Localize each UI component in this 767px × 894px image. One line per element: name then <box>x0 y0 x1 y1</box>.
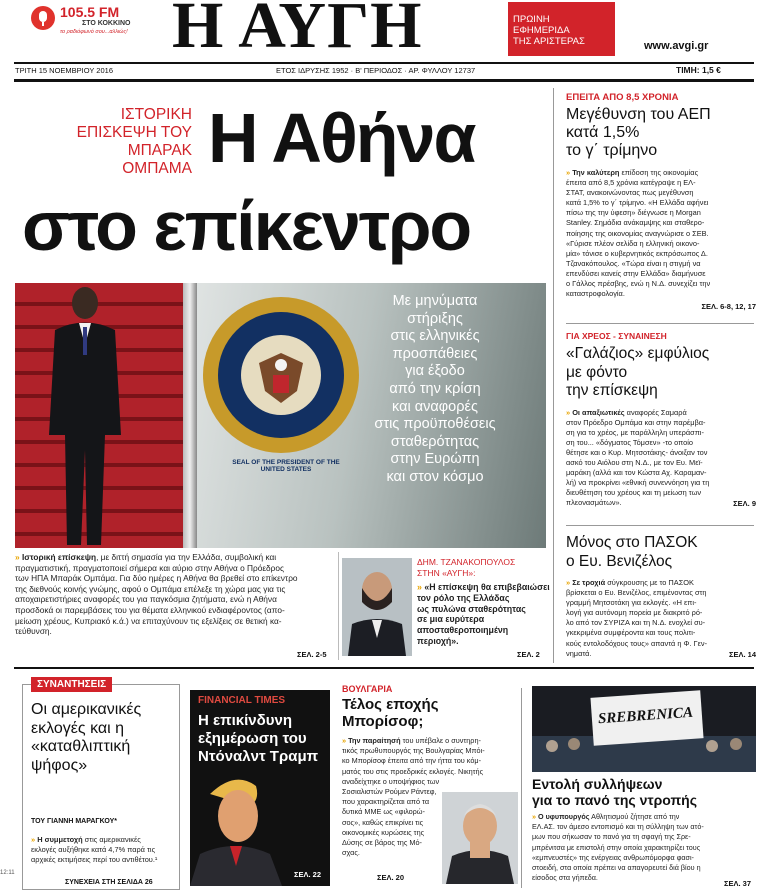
stair-rail <box>183 283 197 548</box>
bullet-icon: » <box>15 552 20 562</box>
quote-text: » «Η επίσκεψη θα επιβεβαιώσει τον ρόλο της Ελλάδας ως πυλώνα σταθερότητας σε μια ευρύτερα αποσταθεροποιημένη περιοχή». <box>417 582 550 646</box>
lead-kicker: ΙΣΤΟΡΙΚΗ ΕΠΙΣΚΕΨΗ ΤΟΥ ΜΠΑΡΑΚ ΟΜΠΑΜΑ <box>76 106 192 177</box>
quote-kicker: ΔΗΜ. ΤΖΑΝΑΚΟΠΟΥΛΟΣ ΣΤΗΝ «ΑΥΓΗ»: <box>417 557 516 578</box>
sidebar-kicker: ΓΙΑ ΧΡΕΟΣ - ΣΥΝΑΙΝΕΣΗ <box>566 331 667 341</box>
website-link[interactable]: www.avgi.gr <box>644 40 709 52</box>
bullet-icon: » <box>566 407 571 417</box>
sidebar-headline: Μόνος στο ΠΑΣΟΚ ο Ευ. Βενιζέλος <box>566 534 698 570</box>
bottom-body: » Ο υφυπουργός Αθλητισμού ζήτησε από την ΕΛ.ΑΣ. τον άμεσο εντοπισμό και τη σύλληψη των ατό- μων που σήκωσαν το πανό για τη σφαγή της Σρε- μπρένιτσα με επιστολή στην οποία χαρακτηρίζει τους «εμπνευστές» της ενέργειας ανθρωπόμορφα φασι- στοειδή, στα οποία πρέπει να απαγορευτεί διά βίου η είσοδος στα γήπεδα. <box>532 812 704 883</box>
bottom-story-trump <box>190 690 330 886</box>
sidebar-headline: «Γαλάζιος» εμφύλιος με φόντο την επίσκεψη <box>566 345 710 399</box>
tagline-line: ΕΦΗΜΕΡΙΔΑ <box>513 25 570 36</box>
continuation-ref[interactable]: ΣΥΝΕΧΕΙΑ ΣΤΗ ΣΕΛΙΔΑ 26 <box>65 879 153 886</box>
page-corner-stamp: 12:11 <box>0 870 15 876</box>
sidebar-page-ref[interactable]: ΣΕΛ. 6-8, 12, 17 <box>701 302 756 312</box>
section-label: ΣΥΝΑΝΤΗΣΕΙΣ <box>31 677 112 692</box>
lead-body: » Ιστορική επίσκεψη, με διττή σημασία για την Ελλάδα, συμβολική και πραγματιστική, πραγματοποιεί σήμερα και αύριο στην Αθήνα ο Πρόεδρος των ΗΠΑ Μπαράκ Ομπάμα. Για δύο ημέρες η Αθήνα θα βρεθεί στο επίκεντρο της διεθνούς κοινής γνώμης, αφού ο Ομπάμα επέλεξε τη χώρα μας για τις αποχαιρετιστήριες αναφορές του για παγκόσμια ζητήματα, ενώ η Αθήνα προσδοκά οι παρεμβάσεις του για θέματα ελληνικού ενδιαφέροντος (απο- μείωση χρέους, Κυπριακό κ.ά.) να επιταχύνουν τις εξελίξεις σε θετική κα- τεύθυνση. <box>15 552 298 637</box>
bottom-rule <box>14 667 754 669</box>
bottom-story-elections <box>22 679 180 890</box>
quote-divider <box>338 552 339 660</box>
dateline-rule <box>14 79 754 82</box>
byline: ΤΟΥ ΓΙΑΝΝΗ ΜΑΡΑΓΚΟΥ* <box>31 818 118 825</box>
lead-headline-1: Η Αθήνα <box>208 99 475 177</box>
bottom-page-ref[interactable]: ΣΕΛ. 20 <box>377 873 405 882</box>
tagline-line: ΠΡΩΙΝΗ <box>513 14 550 25</box>
radio-name: 105.5 FM <box>60 4 120 20</box>
bullet-icon: » <box>532 812 536 821</box>
bottom-headline: Οι αμερικανικές εκλογές και η «καταθλιπτική ψήφος» <box>31 701 142 774</box>
price: ΤΙΜΗ: 1,5 € <box>676 65 721 75</box>
sidebar-body: » Σε τροχιά σύγκρουσης με το ΠΑΣΟΚ βρίσκεται ο Ευ. Βενιζέλος, επιμένοντας στη γραμμή Μητσοτάκη για εκλογές. «Η επι- λογή για αυτόνομη πορεία με διακριτό ρό- λο από τον ΣΥΡΙΖΑ και τη Ν.Δ. ενοχλεί συ- γκεκριμένα συμφέροντα και τους πολιτι- κούς εντολοδόχους τους» απαντά η Φ. Γεν- νηματά. <box>566 578 708 658</box>
masthead-tagline-box <box>508 2 615 56</box>
bullet-icon: » <box>342 736 347 745</box>
bullet-icon: » <box>31 835 36 844</box>
sidebar-divider <box>553 88 554 663</box>
sidebar-story-gdp <box>566 92 756 311</box>
bottom-body: » Την παραίτησή του υπέβαλε ο συντηρη- τικός πρωθυπουργός της Βουλγαρίας Μπόι- κο Μπορίσοφ έπειτα από την ήττα του κόμ- ματός του στις προεδρικές εκλογές. Νικητής αναδείχτηκε ο υποψήφιος των Σοσιαλιστών Ρούμεν Ράντεφ, που χαρακτηρίζεται από τα δυτικά ΜΜΕ ως «φιλορώ- σος», καθώς επικρίνει τις οικονομικές κυρώσεις της Δύσης σε βάρος της Μό- σχας. <box>342 736 485 858</box>
obama-figure-icon <box>35 285 135 547</box>
radio-logo-icon <box>30 5 56 31</box>
bottom-story-bulgaria <box>342 684 517 890</box>
trump-photo-icon <box>190 770 330 886</box>
masthead-title: Η ΑΥΓΗ <box>172 0 423 62</box>
issue-info: ΕΤΟΣ ΙΔΡΥΣΗΣ 1952 · Β' ΠΕΡΙΟΔΟΣ · ΑΡ. ΦΥΛΛΟΥ 12737 <box>276 66 476 75</box>
bottom-headline: Η επικίνδυνη εξημέρωση του Ντόναλντ Τραμπ <box>198 712 319 765</box>
quote-page-ref[interactable]: ΣΕΛ. 2 <box>517 650 540 659</box>
masthead-rule <box>14 62 754 64</box>
stadium-photo-icon <box>532 686 756 772</box>
bottom-kicker: ΒΟΥΛΓΑΡΙΑ <box>342 684 393 694</box>
bottom-body: » Η συμμετοχή στις αμερικανικές εκλογές αυξήθηκε κατά 4,7% παρά τις αρχικές εκτιμήσεις περί του αντιθέτου.¹ <box>31 835 158 864</box>
banner-text: SREBRENICA <box>597 704 694 728</box>
bottom-headline: Τέλος εποχής Μπορίσοφ; <box>342 696 439 730</box>
bottom-story-srebrenica <box>532 686 756 890</box>
tagline-line: ΤΗΣ ΑΡΙΣΤΕΡΑΣ <box>513 36 585 47</box>
bottom-divider <box>521 688 522 888</box>
bullet-icon: » <box>566 578 571 587</box>
borisov-photo-icon <box>442 792 518 884</box>
seal-text: SEAL OF THE PRESIDENT OF THE UNITED STATES <box>232 459 340 473</box>
sidebar-body: » Την καλύτερη επίδοση της οικονομίας έπειτα από 8,5 χρόνια κατέγραψε η ΕΛ- ΣΤΑΤ, ανακοινώνοντας πως μεγέθυνση κατά 1,5% το γ΄ τρίμηνο. «Η Ελλάδα αφήνει πίσω της την ύφεση» διέγνωσε η Morgan Stanley. Σημάδια ανάκαμψης και σταθερο- ποίησης της οικονομίας αναγνώρισε ο ΣΕΒ. «Γύρισε πλέον σελίδα η ελληνική οικονο- μία» τόνισε ο κυβερνητικός εκπρόσωπος Δ. Τζανακόπουλος. «Τώρα είναι η στιγμή να επενδύσει κανείς στην Ελλάδα» διαμήνυσε ο Γάλλος πρέσβης, ενώ η Ν.Δ. συνεχίζει την καταστροφολογία. <box>566 168 711 299</box>
radio-tagline: το ραδιόφωνό σου...αλλιώς! <box>60 29 128 35</box>
photo-caption-overlay: Με μηνύματα στήριξης στις ελληνικές προσπάθειες για έξοδο από την κρίση και αναφορές στις προϋποθέσεις σταθερότητας στην Ευρώπη και στον κόσμο <box>374 293 496 485</box>
issue-date: ΤΡΙΤΗ 15 ΝΟΕΜΒΡΙΟΥ 2016 <box>15 66 113 75</box>
sidebar-rule-2 <box>566 525 754 526</box>
sidebar-body: » Οι απαξιωτικές αναφορές Σαμαρά στον Πρόεδρο Ομπάμα και στην παρέμβα- ση για το χρέος, με παράλληλη υπεράσπι- ση του... «δόγματος Τόμσεν» -το οποίο θέτησε και ο Κυρ. Μητσοτάκης- άνοιξαν τον ασκό του Αιόλου στη Ν.Δ., με τον Ευ. Μεϊ- μαράκη (αλλά και τον Κώστα Αχ. Καραμαν- λή) να προκρίνει «εθνική συνεννόηση για τη διευθέτηση του χρέους και τη μείωση των πλεονασμάτων». <box>566 407 710 508</box>
bottom-page-ref[interactable]: ΣΕΛ. 22 <box>294 870 322 879</box>
sidebar-story-pasok <box>566 534 756 659</box>
lead-headline-2: στο επίκεντρο <box>22 187 471 265</box>
sidebar-rule-1 <box>566 323 754 324</box>
bullet-icon: » <box>417 582 422 592</box>
bullet-icon: » <box>566 168 571 177</box>
bottom-headline: Εντολή συλλήψεων για το πανό της ντροπής <box>532 776 698 808</box>
sidebar-page-ref[interactable]: ΣΕΛ. 14 <box>728 649 756 659</box>
tzanakopoulos-photo-icon <box>342 558 412 656</box>
radio-subtitle: ΣΤΟ ΚΟΚΚΙΝΟ <box>82 20 131 27</box>
lead-photo <box>15 283 546 548</box>
sidebar-headline: Μεγέθυνση του ΑΕΠ κατά 1,5% το γ΄ τρίμηνο <box>566 106 711 159</box>
radio-ad[interactable] <box>30 4 142 35</box>
lead-page-ref[interactable]: ΣΕΛ. 2-5 <box>297 650 327 659</box>
bottom-page-ref[interactable]: ΣΕΛ. 37 <box>724 879 752 888</box>
section-label: FINANCIAL TIMES <box>198 695 286 706</box>
sidebar-kicker: ΕΠΕΙΤΑ ΑΠΟ 8,5 ΧΡΟΝΙΑ <box>566 92 679 103</box>
sidebar-page-ref[interactable]: ΣΕΛ. 9 <box>733 499 756 509</box>
sidebar-story-nd <box>566 331 756 508</box>
